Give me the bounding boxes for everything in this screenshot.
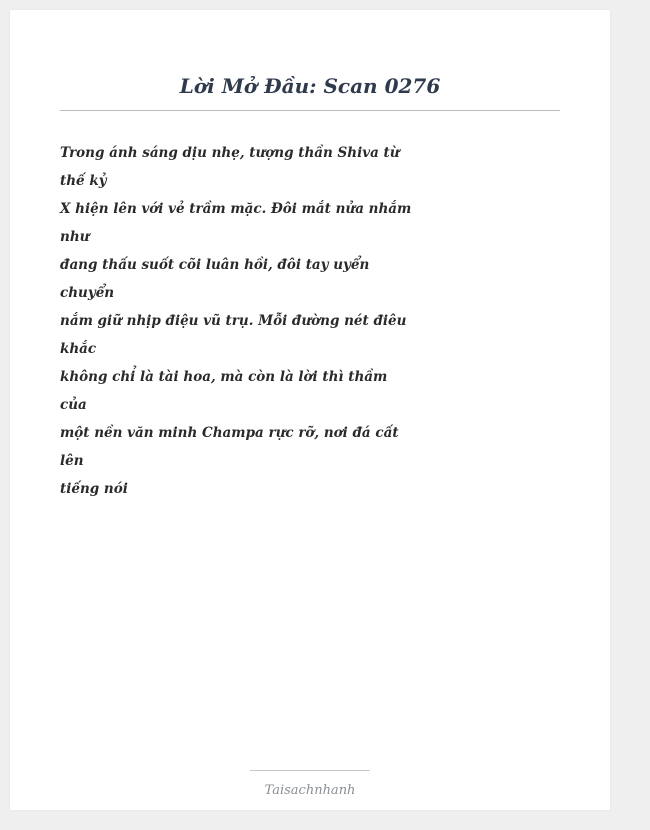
body-text xyxy=(60,139,412,503)
text-line: X hiện lên với vẻ trầm mặc. Đôi mắt nửa nhắm xyxy=(60,201,412,217)
text-line: tiếng nói xyxy=(60,481,128,497)
page-title: Lời Mở Đầu: Scan 0276 xyxy=(179,74,441,98)
text-line: của xyxy=(60,397,87,413)
footer-source: Taisachnhanh xyxy=(264,783,356,798)
footer-divider xyxy=(250,770,370,771)
text-line: lên xyxy=(60,453,84,469)
text-line: nắm giữ nhịp điệu vũ trụ. Mỗi đường nét điêu xyxy=(60,313,407,329)
document-page xyxy=(10,10,610,810)
text-line: không chỉ là tài hoa, mà còn là lời thì thầm xyxy=(60,369,388,385)
text-line: thế kỷ xyxy=(60,173,107,189)
text-line: đang thấu suốt cõi luân hồi, đôi tay uyển xyxy=(60,257,370,273)
text-line: khắc xyxy=(60,341,97,357)
text-line: một nền văn minh Champa rực rỡ, nơi đá cất xyxy=(60,425,399,441)
text-line: chuyển xyxy=(60,285,115,301)
text-line: như xyxy=(60,229,90,245)
title-divider xyxy=(60,110,560,111)
text-line: Trong ánh sáng dịu nhẹ, tượng thần Shiva từ xyxy=(60,145,400,161)
